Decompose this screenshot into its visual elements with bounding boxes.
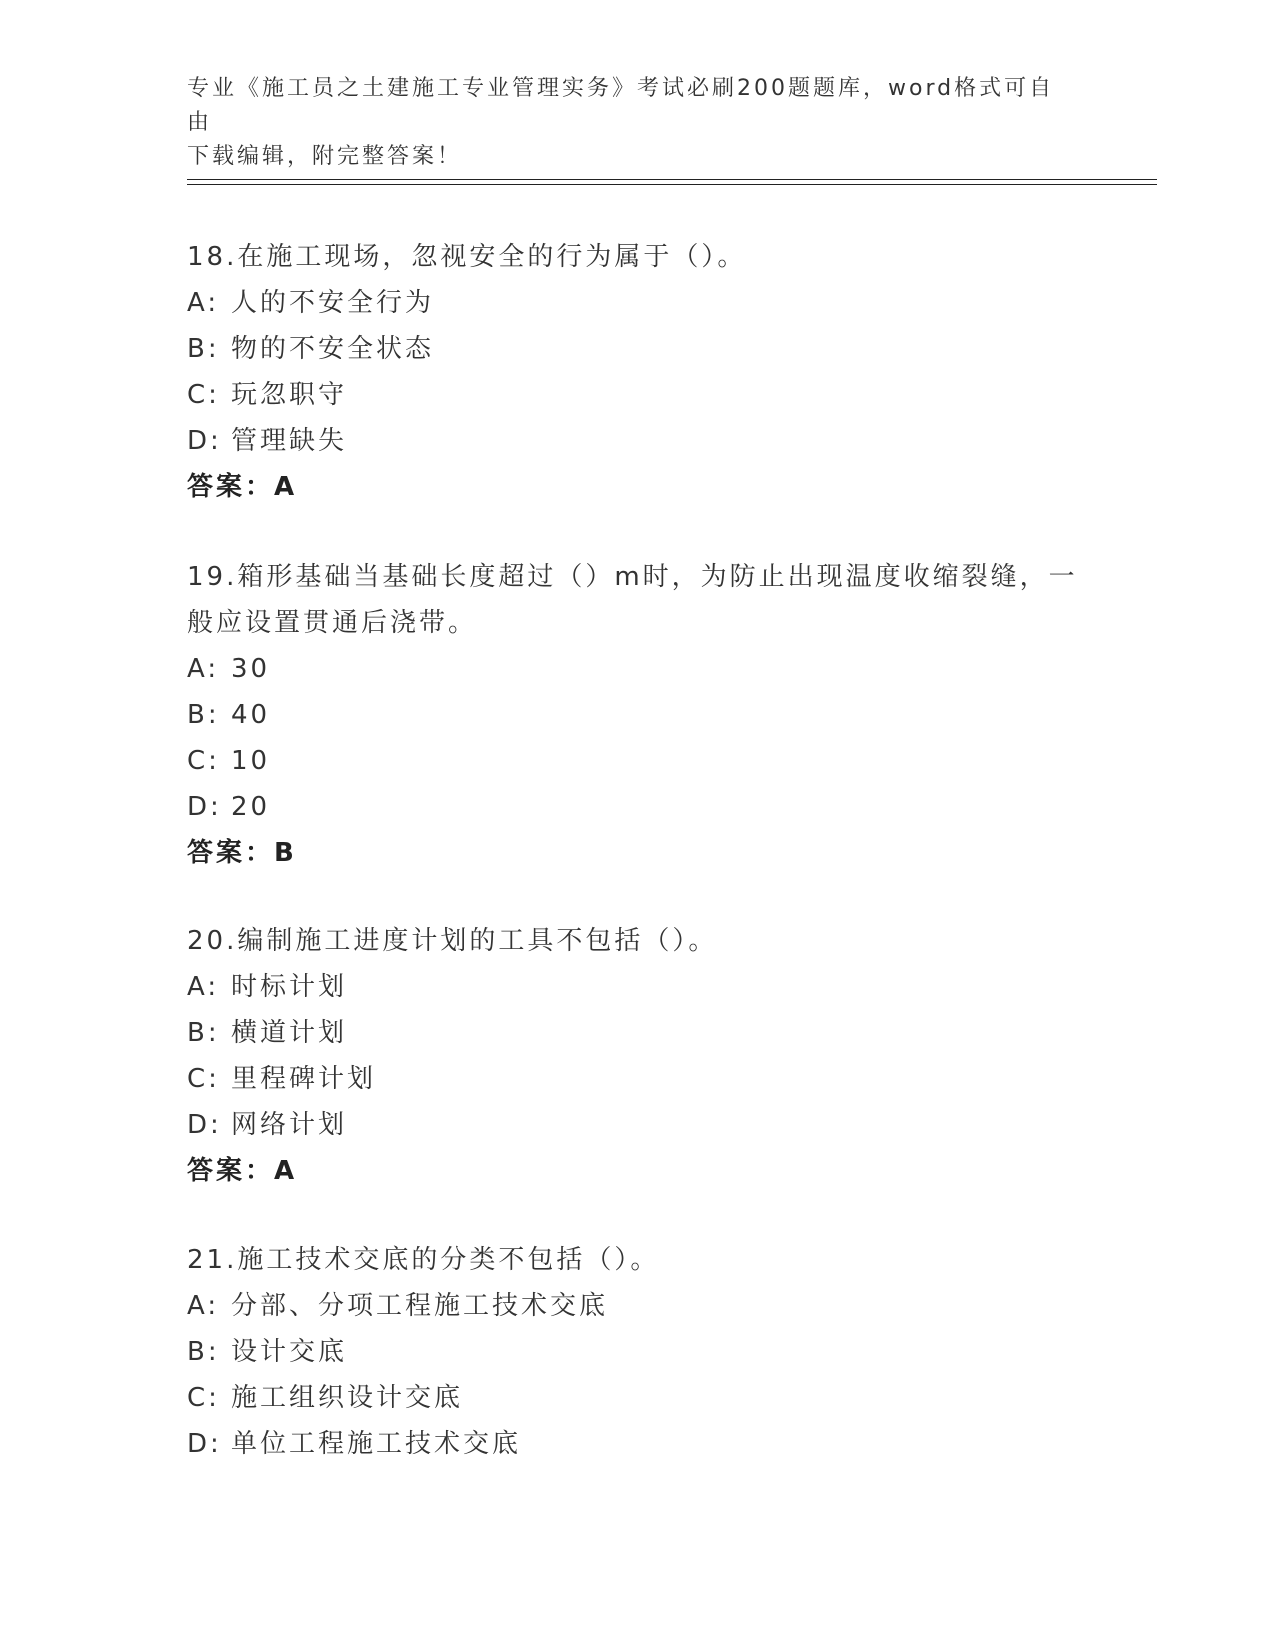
option-text: 分部、分项工程施工技术交底 [231, 1291, 609, 1321]
option-b [187, 692, 1087, 738]
option-label: C: [187, 1064, 220, 1094]
option-c [187, 1056, 1087, 1102]
option-d [187, 1421, 1087, 1467]
option-label: D: [187, 792, 222, 822]
option-text: 横道计划 [231, 1018, 348, 1048]
option-text: 人的不安全行为 [231, 288, 435, 318]
option-c [187, 372, 1087, 418]
option-label: D: [187, 1110, 222, 1140]
option-label: C: [187, 746, 220, 776]
header-line-2: 下载编辑，附完整答案！ [187, 144, 463, 169]
question-stem: 20.编制施工进度计划的工具不包括（）。 [187, 926, 718, 956]
option-label: D: [187, 1429, 222, 1459]
option-label: A: [187, 972, 220, 1002]
option-c [187, 1375, 1087, 1421]
option-text: 30 [231, 654, 271, 684]
option-a [187, 964, 1087, 1010]
option-text: 网络计划 [231, 1110, 348, 1140]
question-19 [187, 554, 1087, 876]
option-label: C: [187, 380, 220, 410]
option-text: 40 [231, 700, 271, 730]
option-a [187, 1283, 1087, 1329]
answer: 答案：B [187, 838, 297, 868]
option-d [187, 784, 1087, 830]
option-text: 管理缺失 [231, 426, 348, 456]
answer: 答案：A [187, 1156, 298, 1186]
option-text: 20 [231, 792, 271, 822]
option-label: B: [187, 1337, 220, 1367]
document-header [187, 72, 1067, 174]
option-label: A: [187, 1291, 220, 1321]
header-divider-bottom [187, 184, 1157, 185]
question-20 [187, 918, 1087, 1194]
option-text: 物的不安全状态 [231, 334, 435, 364]
option-text: 时标计划 [231, 972, 348, 1002]
question-stem: 21.施工技术交底的分类不包括（）。 [187, 1245, 660, 1275]
option-text: 玩忽职守 [231, 380, 348, 410]
option-d [187, 418, 1087, 464]
option-b [187, 1010, 1087, 1056]
option-label: B: [187, 1018, 220, 1048]
option-label: B: [187, 334, 220, 364]
header-divider-top [187, 179, 1157, 180]
option-label: A: [187, 654, 220, 684]
option-label: D: [187, 426, 222, 456]
header-line-1: 专业《施工员之土建施工专业管理实务》考试必刷200题题库，word格式可自由 [187, 76, 1055, 135]
question-21 [187, 1237, 1087, 1467]
option-b [187, 1329, 1087, 1375]
option-a [187, 646, 1087, 692]
option-text: 单位工程施工技术交底 [231, 1429, 522, 1459]
option-c [187, 738, 1087, 784]
question-stem: 18.在施工现场，忽视安全的行为属于（）。 [187, 242, 747, 272]
question-18 [187, 234, 1087, 510]
option-d [187, 1102, 1087, 1148]
option-text: 施工组织设计交底 [231, 1383, 464, 1413]
option-text: 设计交底 [231, 1337, 348, 1367]
question-stem: 19.箱形基础当基础长度超过（）m时，为防止出现温度收缩裂缝，一般应设置贯通后浇带。 [187, 562, 1078, 638]
option-label: A: [187, 288, 220, 318]
option-text: 10 [231, 746, 271, 776]
option-label: C: [187, 1383, 220, 1413]
option-b [187, 326, 1087, 372]
answer: 答案：A [187, 472, 298, 502]
option-label: B: [187, 700, 220, 730]
option-a [187, 280, 1087, 326]
option-text: 里程碑计划 [231, 1064, 377, 1094]
